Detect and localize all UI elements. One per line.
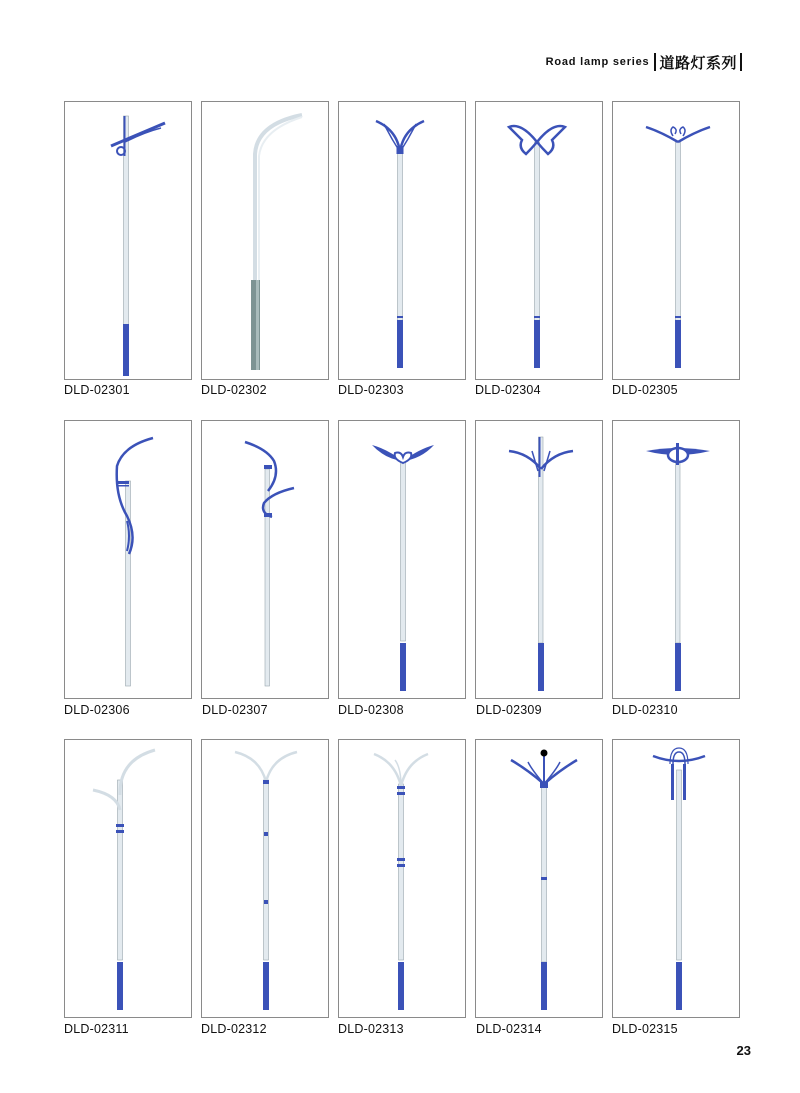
product-code: DLD-02303 — [338, 383, 404, 397]
lamp-pole-hook-arm-icon — [65, 421, 191, 698]
product-code: DLD-02301 — [64, 383, 130, 397]
page-header — [546, 52, 742, 72]
lamp-pole-fork-double-icon — [339, 740, 465, 1017]
product-card — [612, 101, 740, 380]
product-card — [475, 739, 603, 1018]
product-card — [612, 420, 740, 699]
product-code: DLD-02310 — [612, 703, 678, 717]
lamp-pole-double-arm-icon — [65, 740, 191, 1017]
product-code: DLD-02305 — [612, 383, 678, 397]
product-card — [338, 101, 466, 380]
product-code: DLD-02304 — [475, 383, 541, 397]
product-code: DLD-02314 — [476, 1022, 542, 1036]
product-code: DLD-02309 — [476, 703, 542, 717]
lamp-pole-spiral-arm-icon — [202, 421, 328, 698]
product-card — [201, 101, 329, 380]
product-card — [64, 739, 192, 1018]
lamp-pole-single-arm-icon — [65, 102, 191, 379]
lamp-pole-arch-icon — [613, 740, 739, 1017]
lamp-pole-curved-arm-icon — [202, 102, 328, 379]
product-card — [612, 739, 740, 1018]
header-divider — [654, 53, 656, 71]
header-divider — [740, 53, 742, 71]
product-code: DLD-02312 — [201, 1022, 267, 1036]
product-card — [475, 420, 603, 699]
lamp-pole-finial-icon — [476, 740, 602, 1017]
product-code: DLD-02307 — [202, 703, 268, 717]
product-card — [201, 739, 329, 1018]
lamp-pole-fork-icon — [202, 740, 328, 1017]
lamp-pole-tulip-icon — [339, 102, 465, 379]
product-code: DLD-02306 — [64, 703, 130, 717]
product-code: DLD-02313 — [338, 1022, 404, 1036]
product-card — [201, 420, 329, 699]
product-card — [338, 739, 466, 1018]
lamp-pole-eye-icon — [613, 421, 739, 698]
product-code: DLD-02308 — [338, 703, 404, 717]
series-title-cn: 道路灯系列 — [659, 54, 737, 72]
product-code: DLD-02311 — [64, 1022, 129, 1036]
product-card — [64, 101, 192, 380]
lamp-pole-butterfly-icon — [476, 102, 602, 379]
lamp-pole-trident-icon — [476, 421, 602, 698]
product-card — [475, 101, 603, 380]
lamp-pole-leaf-icon — [339, 421, 465, 698]
lamp-pole-crown-icon — [613, 102, 739, 379]
product-code: DLD-02315 — [612, 1022, 678, 1036]
product-card — [64, 420, 192, 699]
series-title-en: Road lamp series — [545, 56, 650, 68]
page-number: 23 — [736, 1043, 751, 1058]
product-card — [338, 420, 466, 699]
product-code: DLD-02302 — [201, 383, 267, 397]
